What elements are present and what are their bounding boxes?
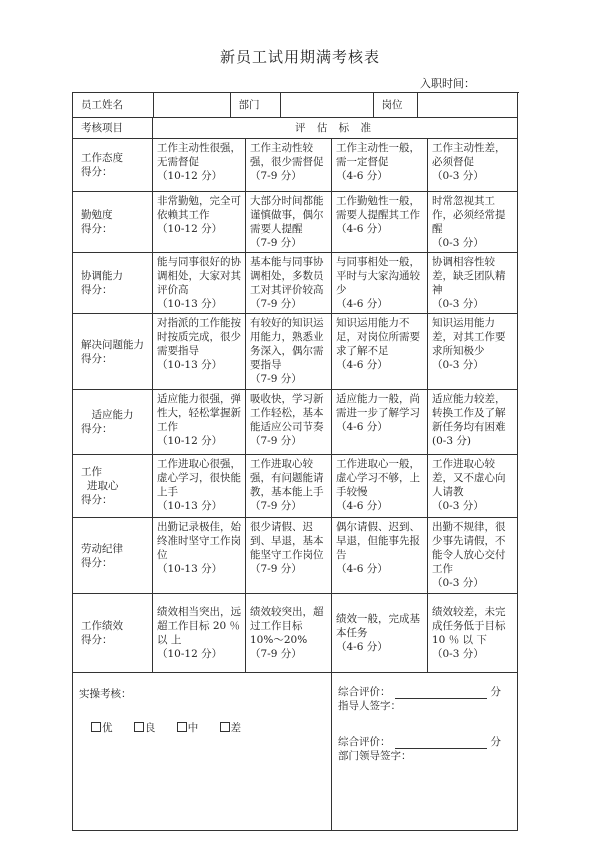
checkbox-icon bbox=[177, 722, 187, 732]
category-score-label: 得分： bbox=[81, 494, 113, 506]
criteria-score-range: （4-6 分） bbox=[336, 223, 388, 235]
criteria-row bbox=[73, 455, 518, 518]
criteria-level-4 bbox=[428, 314, 518, 390]
criteria-level-2 bbox=[246, 314, 332, 390]
criteria-level-1 bbox=[153, 390, 246, 455]
criteria-row bbox=[73, 390, 518, 455]
criteria-row bbox=[73, 192, 518, 253]
employee-info-row bbox=[73, 93, 518, 118]
criteria-score-range: （4-6 分） bbox=[336, 641, 388, 653]
criteria-text: 时常忽视其工作，必须经常提醒 bbox=[432, 195, 506, 235]
criteria-level-2 bbox=[246, 192, 332, 253]
criteria-level-4 bbox=[428, 192, 518, 253]
mentor-sign-label: 指导人签字： bbox=[338, 700, 401, 712]
criteria-text: 吸收快，学习新工作轻松，基本能适应公司节奏 bbox=[250, 393, 324, 433]
category-cell bbox=[73, 455, 153, 518]
criteria-level-3 bbox=[332, 139, 428, 192]
criteria-level-3 bbox=[332, 594, 428, 673]
criteria-level-1 bbox=[153, 594, 246, 673]
department-label: 部门 bbox=[230, 93, 280, 117]
assessment-table bbox=[72, 92, 518, 831]
criteria-text: 绩效一般，完成基本任务 bbox=[336, 613, 420, 639]
criteria-level-3 bbox=[332, 455, 428, 518]
rating-option-label: 良 bbox=[144, 722, 156, 734]
category-score-label: 得分： bbox=[81, 166, 113, 178]
signature-cell bbox=[332, 673, 518, 831]
rating-option-label: 中 bbox=[187, 722, 199, 734]
header-row bbox=[73, 118, 518, 139]
category-cell bbox=[73, 390, 153, 455]
criteria-level-1 bbox=[153, 253, 246, 314]
points-unit: 分 bbox=[490, 736, 501, 748]
category-score-label: 得分： bbox=[81, 284, 113, 296]
position-field[interactable] bbox=[417, 93, 518, 117]
category-score-label: 得分： bbox=[81, 352, 113, 365]
criteria-score-range: （7-9 分） bbox=[250, 435, 302, 447]
criteria-text: 适应能力一般，尚需进一步了解学习 bbox=[336, 393, 420, 419]
category-score-label: 得分： bbox=[81, 556, 113, 569]
category-cell bbox=[73, 518, 153, 594]
criteria-score-range: （0-3 分） bbox=[432, 359, 484, 371]
criteria-level-1 bbox=[153, 518, 246, 594]
category-name: 协调能力 bbox=[81, 270, 123, 282]
criteria-text: 与同事相处一般，平时与大家沟通较少 bbox=[336, 256, 420, 296]
mentor-overall-row bbox=[338, 685, 517, 699]
criteria-score-range: （0-3 分） bbox=[432, 298, 484, 310]
criteria-text: 出勤不规律，很少事先请假，不能令人放心交付工作 bbox=[432, 521, 506, 575]
criteria-score-range: （4-6 分） bbox=[336, 563, 388, 575]
criteria-level-2 bbox=[246, 139, 332, 192]
criteria-level-2 bbox=[246, 455, 332, 518]
category-score-label: 得分： bbox=[81, 634, 113, 646]
criteria-text: 非常勤勉，完全可依赖其工作 bbox=[157, 195, 241, 221]
rating-option-average[interactable] bbox=[177, 721, 199, 735]
category-cell bbox=[73, 314, 153, 390]
criteria-score-range: （0-3 分） bbox=[432, 170, 484, 182]
criteria-row bbox=[73, 253, 518, 314]
criteria-score-range: （4-6 分） bbox=[336, 298, 388, 310]
criteria-level-3 bbox=[332, 314, 428, 390]
criteria-score-range: （4-6 分） bbox=[336, 500, 388, 512]
category-name: 工作绩效 bbox=[81, 620, 123, 632]
checkbox-icon bbox=[134, 722, 144, 732]
practical-assessment-label: 实操考核： bbox=[79, 688, 132, 700]
criteria-text: 知识运用能力差，对其工作要求所知极少 bbox=[432, 317, 506, 357]
criteria-score-range: （10-12 分） bbox=[157, 435, 223, 447]
overall-eval-label: 综合评价： bbox=[338, 736, 391, 748]
criteria-level-4 bbox=[428, 594, 518, 673]
rating-option-excellent[interactable] bbox=[91, 721, 113, 735]
department-field[interactable] bbox=[280, 93, 373, 117]
dept-leader-sign-label: 部门领导签字： bbox=[338, 750, 412, 762]
category-cell bbox=[73, 139, 153, 192]
practical-assessment-cell bbox=[73, 673, 332, 831]
criteria-text: 绩效较差，未完成任务低于目标 10 ％ 以 下 bbox=[432, 606, 506, 646]
criteria-score-range: （10-12 分） bbox=[157, 648, 223, 660]
employee-name-field[interactable] bbox=[153, 93, 230, 117]
criteria-level-3 bbox=[332, 390, 428, 455]
criteria-text: 工作勤勉性一般，需要人提醒其工作 bbox=[336, 195, 420, 221]
rating-option-label: 差 bbox=[230, 722, 242, 734]
overall-eval-label: 综合评价： bbox=[338, 686, 391, 698]
criteria-text: 知识运用能力不足，对岗位所需要求了解不足 bbox=[336, 317, 420, 357]
criteria-text: 工作进取心很强，虚心学习，很快能上手 bbox=[157, 458, 241, 498]
category-score-label: 得分： bbox=[81, 423, 113, 435]
mentor-score-field[interactable] bbox=[395, 687, 487, 699]
category-name-line2: 进取心 bbox=[87, 480, 119, 492]
criteria-row bbox=[73, 518, 518, 594]
criteria-text: 工作进取心一般，虚心学习不够，上手较慢 bbox=[336, 458, 420, 498]
criteria-text: 有较好的知识运用能力，熟悉业务深入，偶尔需要指导 bbox=[250, 317, 324, 371]
criteria-score-range: （10-13 分） bbox=[157, 563, 223, 575]
employee-name-label: 员工姓名 bbox=[73, 93, 153, 117]
criteria-score-range: （7-9 分） bbox=[250, 237, 302, 249]
checkbox-icon bbox=[91, 722, 101, 732]
criteria-level-4 bbox=[428, 518, 518, 594]
criteria-text: 大部分时间都能谨慎做事，偶尔需要人提醒 bbox=[250, 195, 324, 235]
form-title: 新员工试用期满考核表 bbox=[219, 48, 380, 66]
category-name: 适应能力 bbox=[91, 409, 134, 421]
criteria-score-range: （7-9 分） bbox=[250, 648, 302, 660]
criteria-score-range: （0-3 分） bbox=[432, 237, 484, 249]
criteria-score-range: （7-9 分） bbox=[250, 373, 302, 385]
category-name: 工作 bbox=[81, 466, 102, 478]
criteria-text: 工作进取心较差，又不虚心向人请教 bbox=[432, 458, 506, 498]
rating-option-poor[interactable] bbox=[220, 721, 242, 735]
criteria-text: 偶尔请假、迟到、早退，但能事先报告 bbox=[336, 521, 420, 561]
position-label: 岗位 bbox=[373, 93, 417, 117]
criteria-score-range: （7-9 分） bbox=[250, 298, 302, 310]
criteria-level-1 bbox=[153, 139, 246, 192]
checkbox-icon bbox=[220, 722, 230, 732]
criteria-level-2 bbox=[246, 253, 332, 314]
criteria-level-2 bbox=[246, 390, 332, 455]
criteria-level-4 bbox=[428, 139, 518, 192]
points-unit: 分 bbox=[490, 686, 501, 698]
category-cell bbox=[73, 192, 153, 253]
dept-overall-row bbox=[338, 735, 517, 749]
criteria-header: 评 估 标 准 bbox=[153, 118, 518, 139]
criteria-score-range: （7-9 分） bbox=[250, 170, 302, 182]
criteria-score-range: （4-6 分） bbox=[336, 421, 388, 433]
assessment-item-header: 考核项目 bbox=[73, 118, 153, 139]
criteria-score-range: （10-13 分） bbox=[157, 500, 223, 512]
criteria-level-2 bbox=[246, 518, 332, 594]
criteria-level-4 bbox=[428, 455, 518, 518]
criteria-text: 基本能与同事协调相处，多数员工对其评价较高 bbox=[250, 256, 324, 296]
rating-options bbox=[79, 721, 331, 735]
criteria-level-3 bbox=[332, 253, 428, 314]
criteria-score-range: （4-6 分） bbox=[336, 359, 388, 371]
criteria-text: 工作主动性较强，很少需督促 bbox=[250, 142, 324, 168]
criteria-text: 工作主动性差，必须督促 bbox=[432, 142, 506, 168]
criteria-score-range: （10-12 分） bbox=[157, 223, 223, 235]
criteria-text: 绩效较突出，超过工作目标 10%～20% bbox=[250, 606, 324, 646]
criteria-text: 协调相容性较差，缺乏团队精神 bbox=[432, 256, 506, 296]
criteria-text: 工作主动性很强，无需督促 bbox=[157, 142, 241, 168]
rating-option-good[interactable] bbox=[134, 721, 156, 735]
criteria-level-1 bbox=[153, 192, 246, 253]
criteria-score-range: （10-13 分） bbox=[157, 298, 223, 310]
criteria-score-range: (0-3 分) bbox=[432, 435, 471, 447]
criteria-score-range: （0-3 分） bbox=[432, 577, 484, 589]
criteria-score-range: （0-3 分） bbox=[432, 648, 484, 660]
criteria-text: 很少请假、迟到、早退，基本能坚守工作岗位 bbox=[250, 521, 324, 561]
criteria-score-range: （4-6 分） bbox=[336, 170, 388, 182]
category-cell bbox=[73, 253, 153, 314]
criteria-score-range: （10-12 分） bbox=[157, 170, 223, 182]
criteria-level-4 bbox=[428, 253, 518, 314]
criteria-row bbox=[73, 594, 518, 673]
evaluation-section bbox=[73, 673, 518, 831]
rating-option-label: 优 bbox=[102, 722, 113, 734]
criteria-text: 工作主动性一般，需一定督促 bbox=[336, 142, 420, 168]
criteria-level-3 bbox=[332, 518, 428, 594]
criteria-text: 能与同事很好的协调相处，大家对其评价高 bbox=[157, 256, 241, 296]
category-name: 解决问题能力 bbox=[81, 338, 144, 351]
category-name: 工作态度 bbox=[81, 152, 123, 164]
category-cell bbox=[73, 594, 153, 673]
criteria-text: 适应能力很强，弹性大，轻松掌握新工作 bbox=[157, 393, 241, 433]
criteria-level-1 bbox=[153, 314, 246, 390]
category-name: 劳动纪律 bbox=[81, 542, 123, 555]
criteria-row bbox=[73, 139, 518, 192]
criteria-row bbox=[73, 314, 518, 390]
criteria-score-range: （7-9 分） bbox=[250, 563, 302, 575]
criteria-score-range: （10-13 分） bbox=[157, 359, 223, 371]
entry-time-label: 入职时间： bbox=[420, 77, 475, 90]
criteria-text: 绩效相当突出，远超工作目标 20 ％ 以 上 bbox=[157, 606, 241, 646]
category-score-label: 得分： bbox=[81, 223, 113, 235]
dept-score-field[interactable] bbox=[395, 737, 487, 749]
criteria-text: 出勤记录极佳，始终准时坚守工作岗位 bbox=[157, 521, 241, 561]
criteria-score-range: （0-3 分） bbox=[432, 500, 484, 512]
criteria-text: 对指派的工作能按时按质完成，很少需要指导 bbox=[157, 317, 241, 357]
criteria-level-1 bbox=[153, 455, 246, 518]
criteria-level-3 bbox=[332, 192, 428, 253]
criteria-score-range: （7-9 分） bbox=[250, 500, 302, 512]
criteria-text: 工作进取心较强，有问题能请教，基本能上手 bbox=[250, 458, 324, 498]
criteria-level-2 bbox=[246, 594, 332, 673]
criteria-text: 适应能力较差，转换工作及了解新任务均有困难 bbox=[432, 393, 506, 433]
category-name: 勤勉度 bbox=[81, 209, 113, 221]
criteria-level-4 bbox=[428, 390, 518, 455]
